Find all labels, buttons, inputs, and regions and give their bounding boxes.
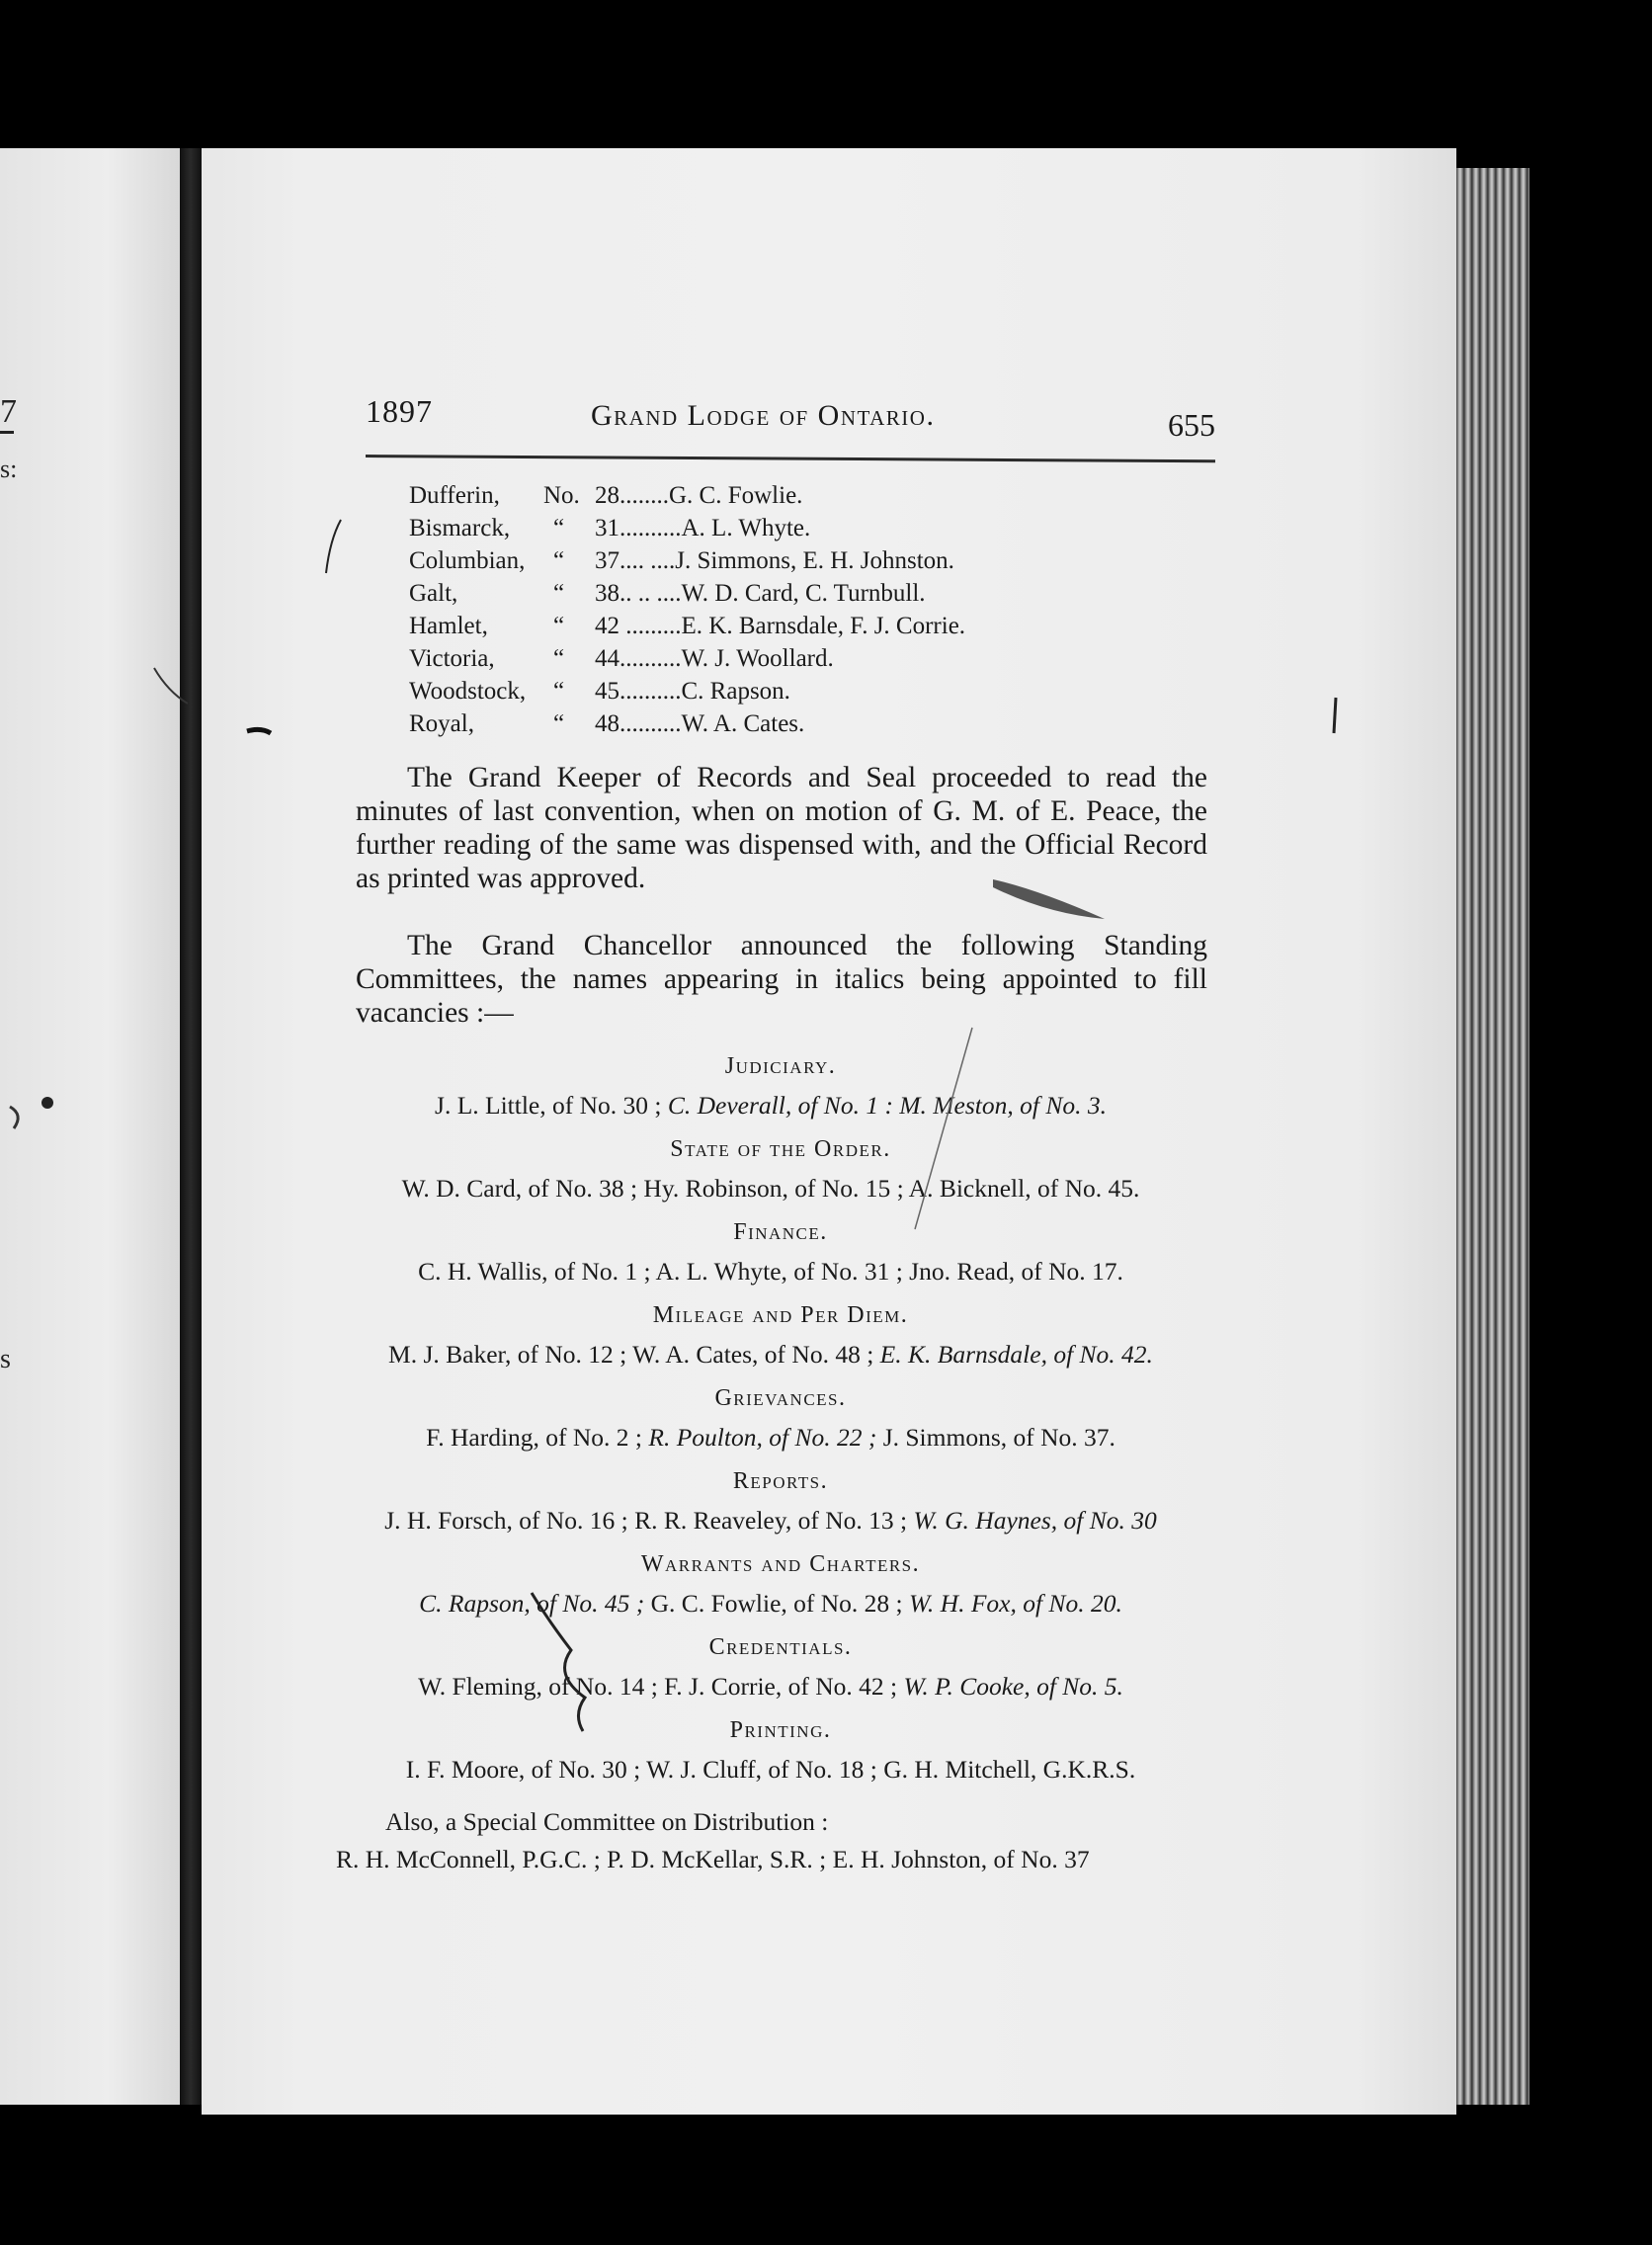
member-text: J. L. Little, of No. 30 ; xyxy=(435,1091,668,1120)
lodge-representatives: 42 .........E. K. Barnsdale, F. J. Corrie. xyxy=(595,613,966,639)
smudge-mark xyxy=(993,879,1105,919)
lodge-name: Victoria, xyxy=(409,645,495,672)
lodge-representatives: 38.. .. ....W. D. Card, C. Turnbull. xyxy=(595,580,926,607)
lodge-name: Columbian, xyxy=(409,547,526,574)
committee-heading: Grievances. xyxy=(714,1385,847,1411)
facing-page-fragment: s: xyxy=(0,455,18,483)
appointed-member: C. Rapson, of No. 45 ; xyxy=(419,1589,645,1618)
appointed-member: E. K. Barnsdale, of No. 42. xyxy=(879,1340,1153,1369)
member-text: M. J. Baker, of No. 12 ; W. A. Cates, of No. 48 ; xyxy=(388,1340,880,1369)
appointed-member: C. Deverall, of No. 1 : M. Meston, of No. 3. xyxy=(667,1091,1107,1120)
appointed-member: W. H. Fox, of No. 20. xyxy=(909,1589,1122,1618)
lodge-representatives: 44..........W. J. Woollard. xyxy=(595,645,834,672)
lodge-number-label: No. xyxy=(543,482,580,509)
member-text: C. H. Wallis, of No. 1 ; A. L. Whyte, of No. 31 ; Jno. Read, of No. 17. xyxy=(418,1257,1123,1286)
committee-heading: Credentials. xyxy=(708,1634,853,1660)
lodge-representatives: 31..........A. L. Whyte. xyxy=(595,515,811,541)
lodge-name: Galt, xyxy=(409,580,458,607)
lodge-number-label: “ xyxy=(553,613,565,639)
paragraph-text: The Grand Keeper of Records and Seal proceeded to read the minutes of last convention, when on motion of G. M. of E. Peace, the further reading of the same was dispensed with, and the Official Record as printed was approved. xyxy=(356,762,1207,894)
member-text: J. Simmons, of No. 37. xyxy=(876,1423,1115,1452)
pencil-mark xyxy=(10,1107,18,1128)
member-text: J. H. Forsch, of No. 16 ; R. R. Reaveley, of No. 13 ; xyxy=(384,1506,914,1535)
facing-page-fragment: 7 xyxy=(0,393,17,430)
lodge-representatives: 48..........W. A. Cates. xyxy=(595,710,805,737)
facing-page-fragment: s xyxy=(0,1344,11,1374)
member-text: F. Harding, of No. 2 ; xyxy=(426,1423,649,1452)
lodge-name: Woodstock, xyxy=(409,678,527,705)
pencil-mark xyxy=(1334,698,1336,733)
header-year: 1897 xyxy=(366,393,433,429)
member-text: G. C. Fowlie, of No. 28 ; xyxy=(644,1589,910,1618)
lodge-representatives: 28........G. C. Fowlie. xyxy=(595,482,803,509)
lodge-number-label: “ xyxy=(553,710,565,737)
header-title: Grand Lodge of Ontario. xyxy=(591,399,936,432)
committee-heading: Printing. xyxy=(729,1717,832,1743)
lodge-name: Royal, xyxy=(409,710,474,737)
lodge-representatives: 45..........C. Rapson. xyxy=(595,678,790,705)
pencil-mark xyxy=(532,1593,585,1731)
committee-heading: Reports. xyxy=(732,1468,829,1494)
lodge-number-label: “ xyxy=(553,515,565,541)
appointed-member: W. P. Cooke, of No. 5. xyxy=(903,1672,1123,1701)
pencil-mark xyxy=(915,1028,972,1229)
lodge-number-label: “ xyxy=(553,678,565,705)
special-committee-members: R. H. McConnell, P.G.C. ; P. D. McKellar, S.R. ; E. H. Johnston, of No. 37 xyxy=(336,1845,1090,1873)
member-text: W. D. Card, of No. 38 ; Hy. Robinson, of No. 15 ; A. Bicknell, of No. 45. xyxy=(401,1174,1140,1203)
lodge-number-label: “ xyxy=(553,580,565,607)
appointed-member: R. Poulton, of No. 22 ; xyxy=(648,1423,877,1452)
committee-heading: State of the Order. xyxy=(670,1136,891,1162)
pencil-mark xyxy=(326,520,341,573)
member-text: I. F. Moore, of No. 30 ; W. J. Cluff, of No. 18 ; G. H. Mitchell, G.K.R.S. xyxy=(405,1755,1136,1784)
pencil-mark xyxy=(154,668,188,704)
page-number: 655 xyxy=(1168,407,1215,443)
paragraph-text: The Grand Chancellor announced the following Standing Committees, the names appearing in italics being appointed to fill vacancies :— xyxy=(356,930,1207,1029)
committee-heading: Warrants and Charters. xyxy=(640,1551,921,1577)
pencil-mark xyxy=(247,729,271,733)
lodge-name: Bismarck, xyxy=(409,515,511,541)
lodge-name: Hamlet, xyxy=(409,613,488,639)
committee-heading: Judiciary. xyxy=(724,1053,837,1079)
ink-spot xyxy=(41,1097,53,1109)
member-text: W. Fleming, of No. 14 ; F. J. Corrie, of No. 42 ; xyxy=(418,1672,904,1701)
committee-heading: Mileage and Per Diem. xyxy=(652,1302,909,1328)
committee-heading: Finance. xyxy=(733,1219,828,1245)
lodge-number-label: “ xyxy=(553,547,565,574)
lodge-name: Dufferin, xyxy=(409,482,500,509)
lodge-number-label: “ xyxy=(553,645,565,672)
lodge-representatives: 37.... ....J. Simmons, E. H. Johnston. xyxy=(595,547,954,574)
special-committee-intro: Also, a Special Committee on Distribution : xyxy=(385,1807,829,1836)
appointed-member: W. G. Haynes, of No. 30 xyxy=(913,1506,1157,1535)
